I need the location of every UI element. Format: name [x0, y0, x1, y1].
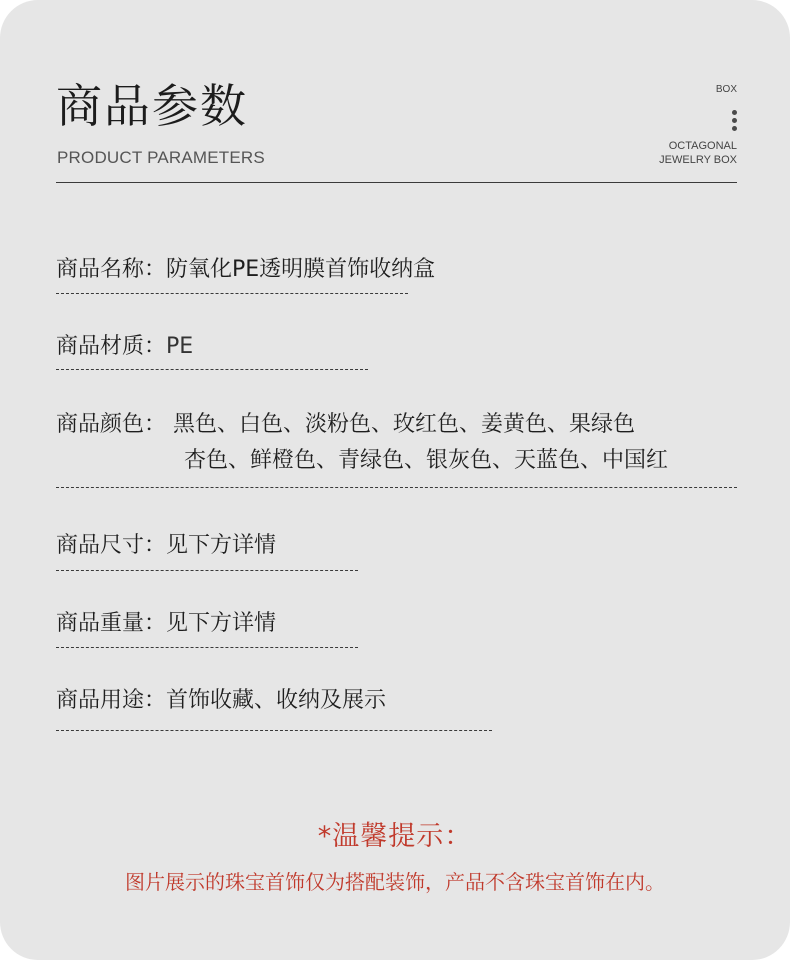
param-size-value: 见下方详情 — [166, 533, 277, 558]
param-material-label: 商品材质： — [56, 334, 167, 359]
notice-title: *温馨提示： — [317, 821, 473, 852]
param-name-row — [56, 255, 435, 285]
param-color-value-line1: 黑色、白色、淡粉色、玫红色、姜黄色、果绿色 — [173, 412, 636, 437]
param-name-divider — [56, 293, 408, 294]
param-color-row — [56, 410, 635, 440]
param-material-divider — [56, 369, 368, 370]
notice-text: 图片展示的珠宝首饰仅为搭配装饰，产品不含珠宝首饰在内。 — [125, 870, 665, 894]
param-size-label: 商品尺寸： — [56, 533, 167, 558]
page-title: 商品参数 — [56, 79, 248, 133]
param-size-divider — [56, 570, 358, 571]
box-name-line2: JEWELRY BOX — [659, 154, 737, 166]
param-usage-value: 首饰收藏、收纳及展示 — [166, 688, 387, 713]
box-name — [659, 139, 737, 167]
box-tag: BOX — [715, 84, 737, 95]
param-color-label: 商品颜色： — [56, 412, 167, 437]
page-subtitle: PRODUCT PARAMETERS — [57, 148, 265, 167]
param-weight-row — [56, 609, 276, 639]
param-color-value-line2: 杏色、鲜橙色、青绿色、银灰色、天蓝色、中国红 — [184, 448, 669, 473]
param-weight-divider — [56, 647, 358, 648]
param-usage-label: 商品用途： — [56, 688, 167, 713]
header-divider — [56, 182, 737, 183]
param-weight-label: 商品重量： — [56, 611, 167, 636]
param-material-row — [56, 332, 193, 362]
param-usage-divider — [56, 730, 492, 731]
param-color-divider — [56, 487, 737, 488]
box-name-line1: OCTAGONAL — [668, 140, 737, 152]
param-material-value: PE — [166, 334, 194, 359]
param-size-row — [56, 531, 276, 561]
param-weight-value: 见下方详情 — [166, 611, 277, 636]
param-usage-row — [56, 686, 386, 716]
param-name-value: 防氧化PE透明膜首饰收纳盒 — [166, 257, 436, 282]
vertical-dots-icon — [730, 110, 738, 134]
param-name-label: 商品名称： — [56, 257, 167, 282]
